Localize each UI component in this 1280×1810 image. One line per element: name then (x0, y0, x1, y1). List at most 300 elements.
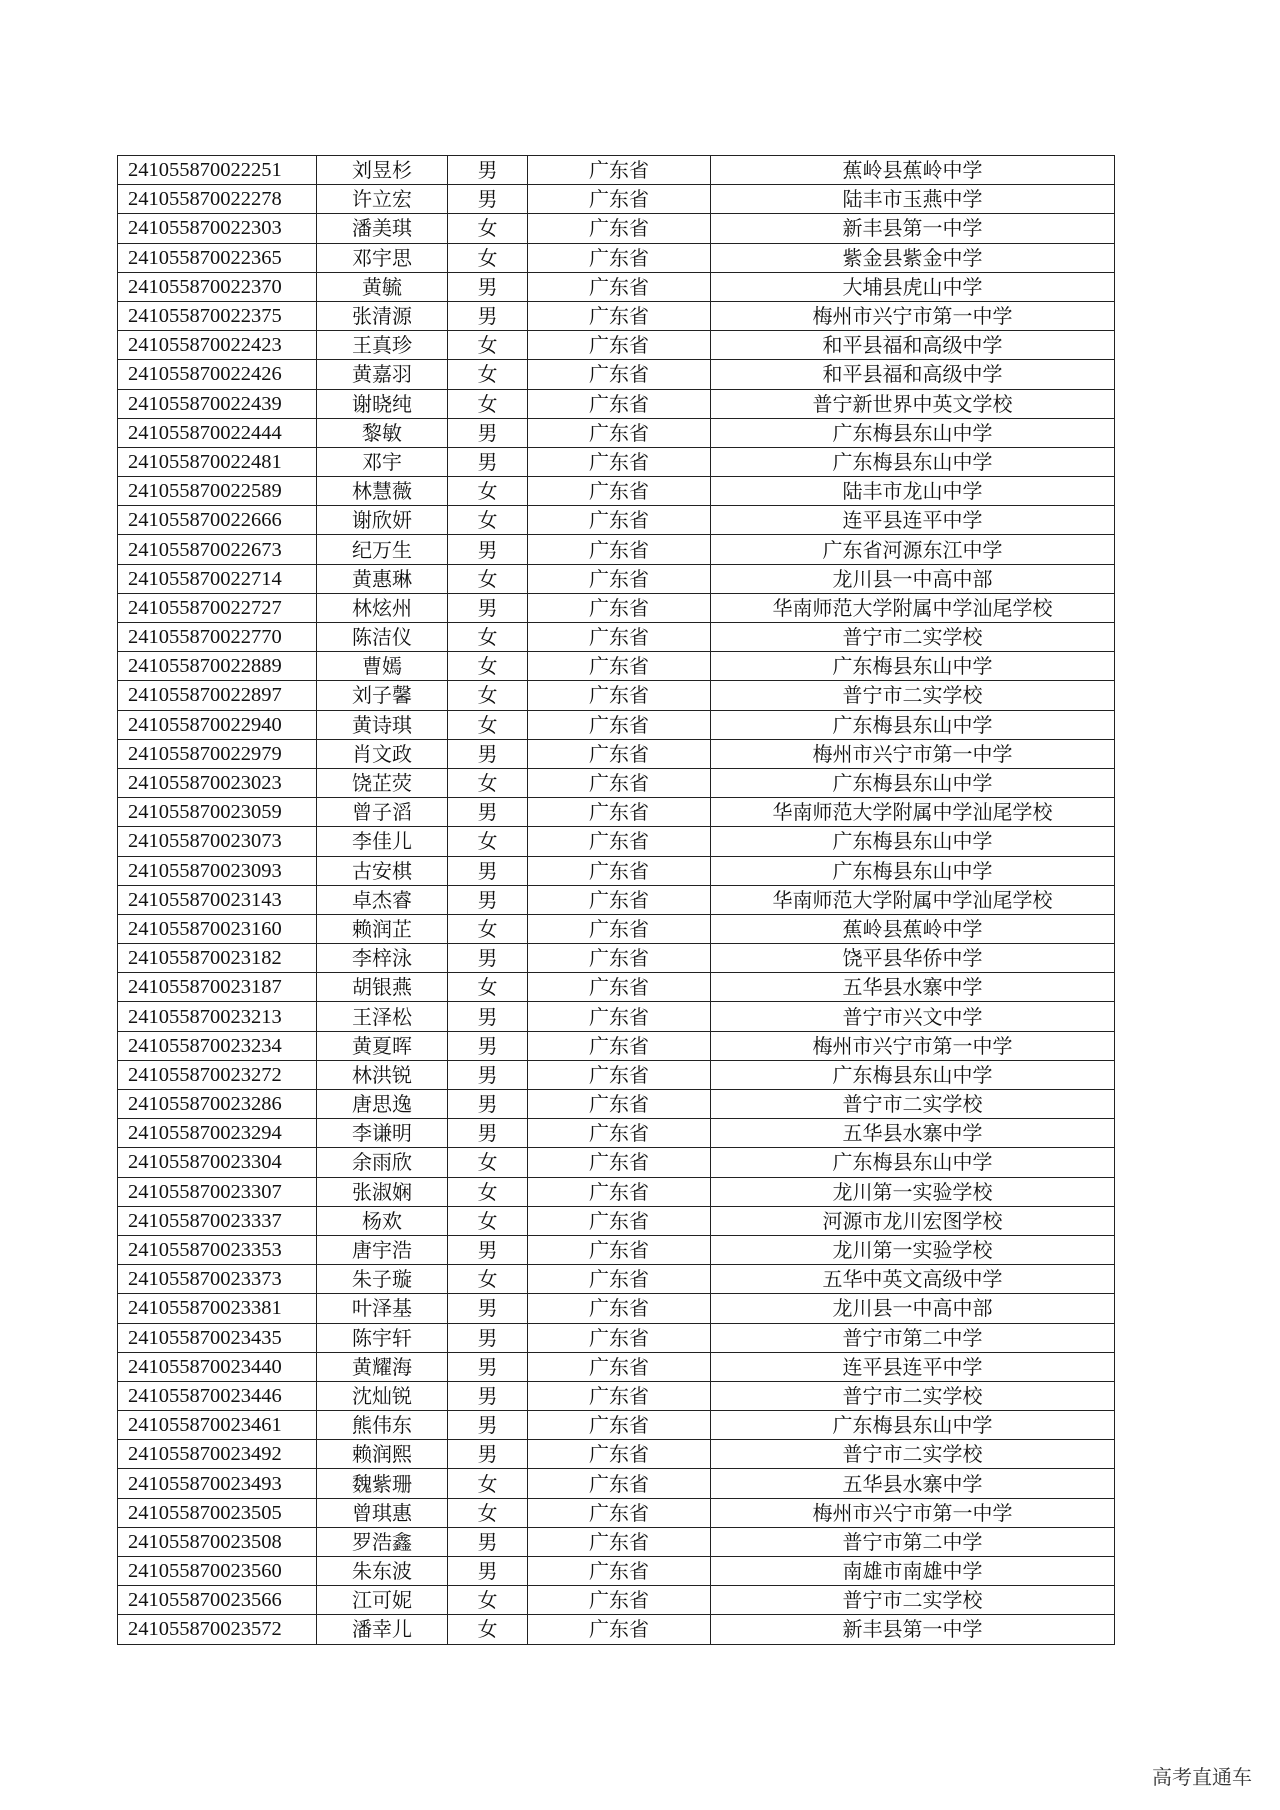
school-cell: 华南师范大学附属中学汕尾学校 (711, 798, 1115, 827)
school-cell: 连平县连平中学 (711, 506, 1115, 535)
exam-id-cell: 241055870023304 (118, 1148, 317, 1177)
name-cell: 邓宇 (317, 447, 448, 476)
exam-id-cell: 241055870022375 (118, 301, 317, 330)
gender-cell: 男 (448, 1294, 528, 1323)
province-cell: 广东省 (528, 447, 711, 476)
name-cell: 魏紫珊 (317, 1469, 448, 1498)
table-row (118, 1557, 1115, 1586)
gender-cell: 女 (448, 1615, 528, 1644)
province-cell: 广东省 (528, 1148, 711, 1177)
table-row (118, 564, 1115, 593)
table-row (118, 1177, 1115, 1206)
table-row (118, 360, 1115, 389)
school-cell: 河源市龙川宏图学校 (711, 1206, 1115, 1235)
gender-cell: 女 (448, 477, 528, 506)
watermark-text: 高考直通车 (1152, 1765, 1252, 1789)
exam-id-cell: 241055870023572 (118, 1615, 317, 1644)
exam-id-cell: 241055870022673 (118, 535, 317, 564)
school-cell: 广东梅县东山中学 (711, 418, 1115, 447)
province-cell: 广东省 (528, 477, 711, 506)
name-cell: 杨欢 (317, 1206, 448, 1235)
province-cell: 广东省 (528, 1002, 711, 1031)
school-cell: 广东梅县东山中学 (711, 827, 1115, 856)
name-cell: 林慧薇 (317, 477, 448, 506)
gender-cell: 男 (448, 156, 528, 185)
exam-id-cell: 241055870023493 (118, 1469, 317, 1498)
school-cell: 广东梅县东山中学 (711, 447, 1115, 476)
gender-cell: 男 (448, 301, 528, 330)
gender-cell: 女 (448, 827, 528, 856)
school-cell: 龙川县一中高中部 (711, 1294, 1115, 1323)
province-cell: 广东省 (528, 564, 711, 593)
gender-cell: 男 (448, 272, 528, 301)
name-cell: 谢晓纯 (317, 389, 448, 418)
gender-cell: 女 (448, 214, 528, 243)
gender-cell: 男 (448, 1235, 528, 1264)
table-row (118, 1294, 1115, 1323)
province-cell: 广东省 (528, 301, 711, 330)
school-cell: 连平县连平中学 (711, 1352, 1115, 1381)
province-cell: 广东省 (528, 1615, 711, 1644)
exam-id-cell: 241055870023560 (118, 1557, 317, 1586)
school-cell: 大埔县虎山中学 (711, 272, 1115, 301)
gender-cell: 女 (448, 1148, 528, 1177)
exam-id-cell: 241055870022727 (118, 593, 317, 622)
exam-id-cell: 241055870023337 (118, 1206, 317, 1235)
table-row (118, 1527, 1115, 1556)
province-cell: 广东省 (528, 1235, 711, 1264)
school-cell: 五华县水寨中学 (711, 1469, 1115, 1498)
table-row (118, 623, 1115, 652)
province-cell: 广东省 (528, 768, 711, 797)
exam-id-cell: 241055870023234 (118, 1031, 317, 1060)
table-row (118, 1060, 1115, 1089)
gender-cell: 男 (448, 1060, 528, 1089)
name-cell: 谢欣妍 (317, 506, 448, 535)
gender-cell: 男 (448, 739, 528, 768)
table-row (118, 156, 1115, 185)
name-cell: 熊伟东 (317, 1411, 448, 1440)
school-cell: 梅州市兴宁市第一中学 (711, 1498, 1115, 1527)
exam-id-cell: 241055870022897 (118, 681, 317, 710)
name-cell: 朱东波 (317, 1557, 448, 1586)
name-cell: 黎敏 (317, 418, 448, 447)
gender-cell: 女 (448, 1206, 528, 1235)
name-cell: 邓宇思 (317, 243, 448, 272)
gender-cell: 男 (448, 856, 528, 885)
gender-cell: 女 (448, 768, 528, 797)
school-cell: 龙川县一中高中部 (711, 564, 1115, 593)
exam-id-cell: 241055870023272 (118, 1060, 317, 1089)
exam-id-cell: 241055870023143 (118, 885, 317, 914)
exam-id-cell: 241055870023093 (118, 856, 317, 885)
gender-cell: 女 (448, 243, 528, 272)
school-cell: 龙川第一实验学校 (711, 1235, 1115, 1264)
name-cell: 潘美琪 (317, 214, 448, 243)
name-cell: 刘昱杉 (317, 156, 448, 185)
gender-cell: 女 (448, 1469, 528, 1498)
province-cell: 广东省 (528, 535, 711, 564)
school-cell: 五华县水寨中学 (711, 973, 1115, 1002)
table-row (118, 827, 1115, 856)
exam-id-cell: 241055870023381 (118, 1294, 317, 1323)
province-cell: 广东省 (528, 243, 711, 272)
gender-cell: 女 (448, 506, 528, 535)
gender-cell: 男 (448, 1323, 528, 1352)
school-cell: 蕉岭县蕉岭中学 (711, 156, 1115, 185)
province-cell: 广东省 (528, 1440, 711, 1469)
table-row (118, 768, 1115, 797)
school-cell: 普宁新世界中英文学校 (711, 389, 1115, 418)
province-cell: 广东省 (528, 944, 711, 973)
table-row (118, 272, 1115, 301)
table-row (118, 1235, 1115, 1264)
school-cell: 新丰县第一中学 (711, 1615, 1115, 1644)
school-cell: 普宁市二实学校 (711, 1586, 1115, 1615)
gender-cell: 女 (448, 973, 528, 1002)
province-cell: 广东省 (528, 360, 711, 389)
school-cell: 广东梅县东山中学 (711, 652, 1115, 681)
exam-id-cell: 241055870022370 (118, 272, 317, 301)
gender-cell: 女 (448, 1498, 528, 1527)
exam-id-cell: 241055870023182 (118, 944, 317, 973)
table-row (118, 1148, 1115, 1177)
province-cell: 广东省 (528, 1381, 711, 1410)
exam-id-cell: 241055870022278 (118, 185, 317, 214)
gender-cell: 男 (448, 447, 528, 476)
table-row (118, 1440, 1115, 1469)
gender-cell: 男 (448, 1002, 528, 1031)
name-cell: 张清源 (317, 301, 448, 330)
table-row (118, 973, 1115, 1002)
province-cell: 广东省 (528, 418, 711, 447)
table-row (118, 1381, 1115, 1410)
exam-id-cell: 241055870022770 (118, 623, 317, 652)
province-cell: 广东省 (528, 681, 711, 710)
school-cell: 普宁市第二中学 (711, 1323, 1115, 1352)
province-cell: 广东省 (528, 389, 711, 418)
name-cell: 饶芷荧 (317, 768, 448, 797)
name-cell: 唐宇浩 (317, 1235, 448, 1264)
table-row (118, 214, 1115, 243)
school-cell: 普宁市二实学校 (711, 681, 1115, 710)
school-cell: 梅州市兴宁市第一中学 (711, 1031, 1115, 1060)
province-cell: 广东省 (528, 331, 711, 360)
table-row (118, 1265, 1115, 1294)
name-cell: 黄夏晖 (317, 1031, 448, 1060)
table-row (118, 1352, 1115, 1381)
province-cell: 广东省 (528, 1265, 711, 1294)
table-row (118, 1031, 1115, 1060)
table-row (118, 593, 1115, 622)
school-cell: 紫金县紫金中学 (711, 243, 1115, 272)
name-cell: 胡银燕 (317, 973, 448, 1002)
province-cell: 广东省 (528, 652, 711, 681)
school-cell: 普宁市二实学校 (711, 623, 1115, 652)
name-cell: 卓杰睿 (317, 885, 448, 914)
exam-id-cell: 241055870022365 (118, 243, 317, 272)
name-cell: 黄耀海 (317, 1352, 448, 1381)
name-cell: 王泽松 (317, 1002, 448, 1031)
exam-id-cell: 241055870022714 (118, 564, 317, 593)
name-cell: 黄毓 (317, 272, 448, 301)
name-cell: 李谦明 (317, 1119, 448, 1148)
province-cell: 广东省 (528, 885, 711, 914)
school-cell: 陆丰市玉燕中学 (711, 185, 1115, 214)
gender-cell: 男 (448, 418, 528, 447)
school-cell: 普宁市第二中学 (711, 1527, 1115, 1556)
table-row (118, 710, 1115, 739)
table-row (118, 1469, 1115, 1498)
table-row (118, 914, 1115, 943)
school-cell: 华南师范大学附属中学汕尾学校 (711, 593, 1115, 622)
name-cell: 纪万生 (317, 535, 448, 564)
exam-id-cell: 241055870023353 (118, 1235, 317, 1264)
exam-id-cell: 241055870023073 (118, 827, 317, 856)
province-cell: 广东省 (528, 1177, 711, 1206)
school-cell: 广东梅县东山中学 (711, 768, 1115, 797)
gender-cell: 女 (448, 389, 528, 418)
table-row (118, 1615, 1115, 1644)
school-cell: 和平县福和高级中学 (711, 331, 1115, 360)
gender-cell: 女 (448, 564, 528, 593)
table-row (118, 331, 1115, 360)
province-cell: 广东省 (528, 185, 711, 214)
province-cell: 广东省 (528, 1352, 711, 1381)
exam-id-cell: 241055870023160 (118, 914, 317, 943)
gender-cell: 女 (448, 1586, 528, 1615)
name-cell: 刘子馨 (317, 681, 448, 710)
table-row (118, 185, 1115, 214)
province-cell: 广东省 (528, 798, 711, 827)
school-cell: 龙川第一实验学校 (711, 1177, 1115, 1206)
province-cell: 广东省 (528, 856, 711, 885)
school-cell: 五华县水寨中学 (711, 1119, 1115, 1148)
gender-cell: 男 (448, 1411, 528, 1440)
school-cell: 五华中英文高级中学 (711, 1265, 1115, 1294)
table-row (118, 477, 1115, 506)
school-cell: 广东梅县东山中学 (711, 710, 1115, 739)
gender-cell: 男 (448, 885, 528, 914)
table-row (118, 1206, 1115, 1235)
table-row (118, 1586, 1115, 1615)
table-row (118, 535, 1115, 564)
school-cell: 南雄市南雄中学 (711, 1557, 1115, 1586)
exam-id-cell: 241055870023213 (118, 1002, 317, 1031)
province-cell: 广东省 (528, 973, 711, 1002)
exam-id-cell: 241055870023435 (118, 1323, 317, 1352)
gender-cell: 男 (448, 944, 528, 973)
province-cell: 广东省 (528, 1586, 711, 1615)
gender-cell: 男 (448, 1090, 528, 1119)
name-cell: 江可妮 (317, 1586, 448, 1615)
exam-id-cell: 241055870022423 (118, 331, 317, 360)
name-cell: 叶泽基 (317, 1294, 448, 1323)
roster-table-body (118, 156, 1115, 1645)
province-cell: 广东省 (528, 1206, 711, 1235)
school-cell: 广东梅县东山中学 (711, 1411, 1115, 1440)
school-cell: 梅州市兴宁市第一中学 (711, 301, 1115, 330)
province-cell: 广东省 (528, 623, 711, 652)
exam-id-cell: 241055870023492 (118, 1440, 317, 1469)
province-cell: 广东省 (528, 1498, 711, 1527)
name-cell: 曾琪惠 (317, 1498, 448, 1527)
school-cell: 华南师范大学附属中学汕尾学校 (711, 885, 1115, 914)
name-cell: 李梓泳 (317, 944, 448, 973)
name-cell: 陈洁仪 (317, 623, 448, 652)
name-cell: 赖润熙 (317, 1440, 448, 1469)
table-row (118, 885, 1115, 914)
school-cell: 广东梅县东山中学 (711, 1148, 1115, 1177)
school-cell: 广东省河源东江中学 (711, 535, 1115, 564)
province-cell: 广东省 (528, 272, 711, 301)
exam-id-cell: 241055870023461 (118, 1411, 317, 1440)
exam-id-cell: 241055870022251 (118, 156, 317, 185)
province-cell: 广东省 (528, 710, 711, 739)
table-row (118, 856, 1115, 885)
gender-cell: 男 (448, 1119, 528, 1148)
exam-id-cell: 241055870023187 (118, 973, 317, 1002)
gender-cell: 男 (448, 535, 528, 564)
province-cell: 广东省 (528, 1527, 711, 1556)
gender-cell: 女 (448, 1177, 528, 1206)
name-cell: 肖文政 (317, 739, 448, 768)
gender-cell: 男 (448, 185, 528, 214)
gender-cell: 男 (448, 1031, 528, 1060)
table-row (118, 652, 1115, 681)
exam-id-cell: 241055870022481 (118, 447, 317, 476)
table-row (118, 1411, 1115, 1440)
table-row (118, 418, 1115, 447)
gender-cell: 女 (448, 331, 528, 360)
roster-table (117, 155, 1115, 1645)
gender-cell: 女 (448, 1265, 528, 1294)
name-cell: 王真珍 (317, 331, 448, 360)
exam-id-cell: 241055870023023 (118, 768, 317, 797)
exam-id-cell: 241055870023373 (118, 1265, 317, 1294)
name-cell: 潘幸儿 (317, 1615, 448, 1644)
exam-id-cell: 241055870023440 (118, 1352, 317, 1381)
exam-id-cell: 241055870023508 (118, 1527, 317, 1556)
exam-id-cell: 241055870023294 (118, 1119, 317, 1148)
school-cell: 蕉岭县蕉岭中学 (711, 914, 1115, 943)
school-cell: 广东梅县东山中学 (711, 1060, 1115, 1089)
name-cell: 余雨欣 (317, 1148, 448, 1177)
exam-id-cell: 241055870022589 (118, 477, 317, 506)
name-cell: 黄诗琪 (317, 710, 448, 739)
gender-cell: 男 (448, 593, 528, 622)
name-cell: 曾子滔 (317, 798, 448, 827)
exam-id-cell: 241055870023566 (118, 1586, 317, 1615)
school-cell: 新丰县第一中学 (711, 214, 1115, 243)
province-cell: 广东省 (528, 1469, 711, 1498)
gender-cell: 男 (448, 1440, 528, 1469)
exam-id-cell: 241055870022444 (118, 418, 317, 447)
province-cell: 广东省 (528, 1557, 711, 1586)
table-row (118, 506, 1115, 535)
exam-id-cell: 241055870023505 (118, 1498, 317, 1527)
school-cell: 普宁市二实学校 (711, 1090, 1115, 1119)
school-cell: 饶平县华侨中学 (711, 944, 1115, 973)
name-cell: 罗浩鑫 (317, 1527, 448, 1556)
name-cell: 黄嘉羽 (317, 360, 448, 389)
name-cell: 许立宏 (317, 185, 448, 214)
gender-cell: 女 (448, 914, 528, 943)
name-cell: 沈灿锐 (317, 1381, 448, 1410)
province-cell: 广东省 (528, 739, 711, 768)
gender-cell: 女 (448, 360, 528, 389)
table-row (118, 1119, 1115, 1148)
province-cell: 广东省 (528, 214, 711, 243)
name-cell: 张淑娴 (317, 1177, 448, 1206)
exam-id-cell: 241055870023059 (118, 798, 317, 827)
province-cell: 广东省 (528, 1060, 711, 1089)
school-cell: 普宁市二实学校 (711, 1440, 1115, 1469)
gender-cell: 男 (448, 1557, 528, 1586)
name-cell: 陈宇轩 (317, 1323, 448, 1352)
school-cell: 普宁市兴文中学 (711, 1002, 1115, 1031)
name-cell: 曹嫣 (317, 652, 448, 681)
province-cell: 广东省 (528, 827, 711, 856)
name-cell: 唐思逸 (317, 1090, 448, 1119)
gender-cell: 男 (448, 1527, 528, 1556)
province-cell: 广东省 (528, 156, 711, 185)
gender-cell: 女 (448, 710, 528, 739)
table-row (118, 681, 1115, 710)
table-row (118, 1090, 1115, 1119)
province-cell: 广东省 (528, 506, 711, 535)
name-cell: 古安棋 (317, 856, 448, 885)
school-cell: 梅州市兴宁市第一中学 (711, 739, 1115, 768)
table-row (118, 798, 1115, 827)
exam-id-cell: 241055870023307 (118, 1177, 317, 1206)
school-cell: 普宁市二实学校 (711, 1381, 1115, 1410)
table-row (118, 1323, 1115, 1352)
exam-id-cell: 241055870022889 (118, 652, 317, 681)
table-row (118, 389, 1115, 418)
gender-cell: 男 (448, 798, 528, 827)
exam-id-cell: 241055870022426 (118, 360, 317, 389)
province-cell: 广东省 (528, 1294, 711, 1323)
province-cell: 广东省 (528, 1031, 711, 1060)
exam-id-cell: 241055870022940 (118, 710, 317, 739)
table-row (118, 1498, 1115, 1527)
school-cell: 广东梅县东山中学 (711, 856, 1115, 885)
gender-cell: 男 (448, 1352, 528, 1381)
name-cell: 黄惠琳 (317, 564, 448, 593)
name-cell: 李佳儿 (317, 827, 448, 856)
province-cell: 广东省 (528, 1119, 711, 1148)
exam-id-cell: 241055870022666 (118, 506, 317, 535)
name-cell: 林炫州 (317, 593, 448, 622)
table-row (118, 1002, 1115, 1031)
name-cell: 赖润芷 (317, 914, 448, 943)
table-row (118, 944, 1115, 973)
name-cell: 林洪锐 (317, 1060, 448, 1089)
name-cell: 朱子璇 (317, 1265, 448, 1294)
exam-id-cell: 241055870022303 (118, 214, 317, 243)
province-cell: 广东省 (528, 593, 711, 622)
table-row (118, 243, 1115, 272)
school-cell: 陆丰市龙山中学 (711, 477, 1115, 506)
exam-id-cell: 241055870022979 (118, 739, 317, 768)
exam-id-cell: 241055870023286 (118, 1090, 317, 1119)
province-cell: 广东省 (528, 1090, 711, 1119)
province-cell: 广东省 (528, 1323, 711, 1352)
gender-cell: 女 (448, 623, 528, 652)
school-cell: 和平县福和高级中学 (711, 360, 1115, 389)
exam-id-cell: 241055870023446 (118, 1381, 317, 1410)
